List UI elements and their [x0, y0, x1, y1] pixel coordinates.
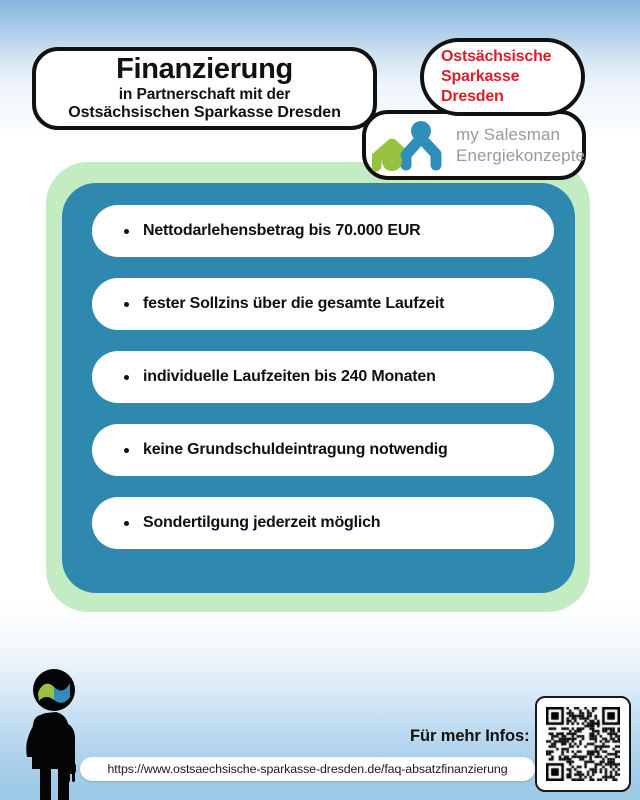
more-info-label: Für mehr Infos:: [410, 727, 530, 745]
company-logo-text: [456, 124, 585, 166]
bank-name-line-1: Ostsächsische: [441, 48, 552, 65]
feature-pill-3: [92, 351, 554, 403]
feature-text: Nettodarlehensbetrag bis 70.000 EUR: [143, 222, 421, 239]
feature-panel-inner: [62, 183, 575, 593]
bullet-icon: [124, 302, 129, 307]
bullet-icon: [124, 448, 129, 453]
title-subline-2: Ostsächsischen Sparkasse Dresden: [68, 103, 341, 121]
title-headline: Finanzierung: [116, 52, 293, 85]
logo-line-2: Energiekonzepte: [456, 146, 586, 165]
feature-text: Sondertilgung jederzeit möglich: [143, 514, 381, 531]
title-subline-1: in Partnerschaft mit der: [118, 85, 291, 103]
bullet-icon: [124, 375, 129, 380]
feature-pill-1: [92, 205, 554, 257]
feature-pill-5: [92, 497, 554, 549]
page-title: [32, 47, 377, 130]
bank-name-line-2: Sparkasse Dresden: [441, 68, 520, 105]
bullet-icon: [124, 229, 129, 234]
company-logo-badge: [362, 110, 586, 180]
chevron-arrow-logo-icon: [372, 118, 450, 172]
feature-pill-4: [92, 424, 554, 476]
logo-line-1: my Salesman: [456, 125, 561, 144]
url-text: https://www.ostsaechsische-sparkasse-dresden.de/faq-absatzfinanzierung: [107, 762, 508, 776]
feature-text: fester Sollzins über die gesamte Laufzeit: [143, 295, 445, 312]
bullet-icon: [124, 521, 129, 526]
feature-text: individuelle Laufzeiten bis 240 Monaten: [143, 368, 436, 385]
url-pill[interactable]: [80, 757, 535, 781]
feature-pill-2: [92, 278, 554, 330]
feature-text: keine Grundschuldeintragung notwendig: [143, 441, 448, 458]
bank-badge: [420, 38, 585, 116]
person-with-globe-head-icon: [14, 665, 106, 800]
qr-code-icon: [546, 707, 620, 781]
qr-code-card[interactable]: [535, 696, 631, 792]
